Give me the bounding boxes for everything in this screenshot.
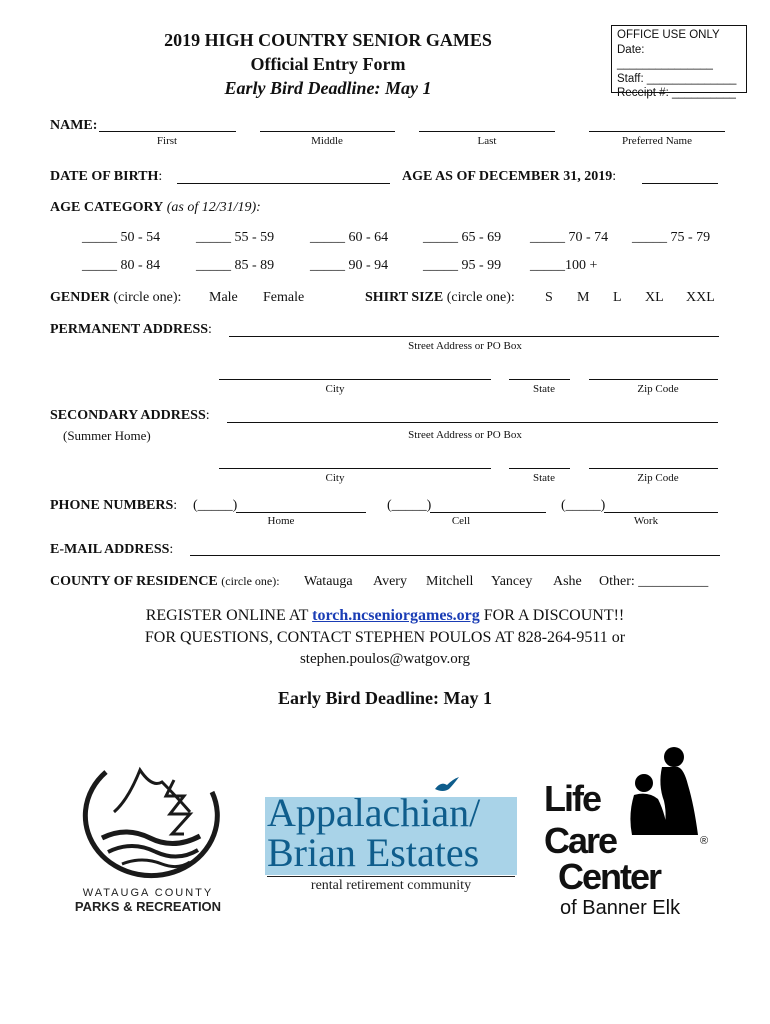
register-post: FOR A DISCOUNT!! [479,607,625,624]
phone-colon: : [173,498,178,513]
age-row [402,169,616,185]
age-category-label: AGE CATEGORY [50,200,164,215]
secondary-row [50,408,210,424]
age-field[interactable] [642,183,718,184]
permanent-zip-caption: Zip Code [637,383,679,395]
preferred-name-field[interactable] [589,131,725,132]
age-category-row [50,200,261,216]
shirt-note: (circle one): [446,290,515,305]
age-option[interactable]: _____ 50 - 54 [82,230,161,245]
age-option[interactable]: _____ 55 - 59 [196,230,275,245]
gender-option-male[interactable]: Male [209,290,238,305]
lifecare-logo [540,745,715,921]
contact-email[interactable]: stephen.poulos@watgov.org [299,651,471,667]
last-caption: Last [477,135,497,147]
age-option[interactable]: _____ 95 - 99 [423,258,502,273]
county-option-avery[interactable]: Avery [373,574,407,589]
permanent-street-caption: Street Address or PO Box [408,340,522,352]
shirt-option-m[interactable]: M [577,290,590,305]
secondary-zip-field[interactable] [589,468,718,469]
appalachian-tagline: rental retirement community [310,878,472,893]
office-receipt: Receipt #: __________ [617,87,736,99]
last-name-field[interactable] [419,131,555,132]
county-option-mitchell[interactable]: Mitchell [426,574,474,589]
lifecare-line3: Center [558,856,661,897]
shirt-option-l[interactable]: L [613,290,622,305]
footer-deadline: Early Bird Deadline: May 1 [278,688,492,708]
home-phone-field[interactable] [236,512,366,513]
permanent-city-caption: City [325,383,345,395]
watauga-logo [66,752,230,918]
form-title: 2019 HIGH COUNTRY SENIOR GAMES [164,30,492,50]
shirt-option-xl[interactable]: XL [645,290,664,305]
office-heading: OFFICE USE ONLY [617,29,720,41]
gender-option-female[interactable]: Female [263,290,305,305]
age-colon: : [612,169,617,184]
secondary-city-field[interactable] [219,468,491,469]
permanent-state-field[interactable] [509,379,570,380]
age-option[interactable]: _____ 80 - 84 [82,258,161,273]
phone-label: PHONE NUMBERS [50,498,174,513]
age-option[interactable]: _____ 60 - 64 [310,230,389,245]
shirt-option-xxl[interactable]: XXL [686,290,715,305]
secondary-zip-caption: Zip Code [637,472,679,484]
age-option[interactable]: _____ 85 - 89 [196,258,275,273]
email-row [50,542,173,558]
form-subtitle: Official Entry Form [250,54,406,74]
cell-area-code[interactable]: (_____) [387,498,432,513]
phone-row [50,498,177,514]
secondary-city-caption: City [325,472,345,484]
secondary-note: (Summer Home) [63,428,151,443]
permanent-street-field[interactable] [229,336,719,337]
secondary-colon: : [205,408,210,423]
office-use-box [611,25,747,99]
caregiver-silhouette-icon [628,745,698,835]
county-note: (circle one): [221,574,280,588]
county-label: COUNTY OF RESIDENCE [50,574,218,589]
secondary-state-field[interactable] [509,468,570,469]
secondary-label: SECONDARY ADDRESS [50,408,206,423]
gender-row [50,290,181,306]
shirt-row [365,290,515,306]
shirt-option-s[interactable]: S [545,290,553,305]
home-area-code[interactable]: (_____) [193,498,238,513]
email-label: E-MAIL ADDRESS [50,542,170,557]
register-line [0,605,770,627]
dob-label: DATE OF BIRTH [50,169,159,184]
first-name-field[interactable] [99,131,236,132]
secondary-state-caption: State [533,472,555,484]
dob-field[interactable] [177,183,390,184]
register-pre: REGISTER ONLINE AT [145,607,313,624]
permanent-zip-field[interactable] [589,379,718,380]
register-link[interactable]: torch.ncseniorgames.org [312,607,480,624]
work-caption: Work [633,515,659,527]
shirt-label: SHIRT SIZE [365,290,444,305]
permanent-colon: : [208,322,212,337]
gender-note: (circle one): [113,290,182,305]
permanent-label: PERMANENT ADDRESS [50,322,209,337]
county-option-watauga[interactable]: Watauga [304,574,353,589]
lifecare-line2: Care [544,820,617,861]
preferred-caption: Preferred Name [622,135,692,147]
work-area-code[interactable]: (_____) [561,498,606,513]
header-deadline: Early Bird Deadline: May 1 [224,78,432,98]
questions-line: FOR QUESTIONS, CONTACT STEPHEN POULOS AT 828-264-9511 or [144,629,626,646]
permanent-city-field[interactable] [219,379,491,380]
watauga-emblem-icon [66,752,230,882]
cell-caption: Cell [451,515,471,527]
secondary-street-field[interactable] [227,422,718,423]
office-date: Date: _______________ [617,43,713,70]
age-option[interactable]: _____ 70 - 74 [530,230,609,245]
lifecare-line1: Life [544,778,601,819]
age-option[interactable]: _____ 75 - 79 [632,230,711,245]
gender-label: GENDER [50,290,110,305]
middle-caption: Middle [311,135,343,147]
county-other[interactable]: Other: __________ [599,574,709,589]
appalachian-line1: Appalachian/ [267,790,481,835]
work-phone-field[interactable] [604,512,718,513]
email-colon: : [169,542,174,557]
office-staff: Staff: ______________ [617,72,737,85]
age-option[interactable]: _____100 + [530,258,598,273]
permanent-row [50,322,212,338]
age-category-note: (as of 12/31/19): [166,200,261,215]
age-option[interactable]: _____ 90 - 94 [310,258,389,273]
permanent-state-caption: State [533,383,555,395]
watauga-line1: WATAUGA COUNTY [82,887,214,899]
appalachian-logo [265,775,517,900]
dob-colon: : [158,169,163,184]
cell-phone-field[interactable] [430,512,546,513]
secondary-street-caption: Street Address or PO Box [408,429,522,441]
first-caption: First [156,135,178,147]
email-field[interactable] [190,555,720,556]
name-label: NAME: [50,118,98,133]
lifecare-mark: ® [700,835,709,847]
age-option[interactable]: _____ 65 - 69 [423,230,502,245]
county-option-ashe[interactable]: Ashe [553,574,582,589]
lifecare-line4: of Banner Elk [560,897,681,919]
age-label: AGE AS OF DECEMBER 31, 2019 [402,169,613,184]
home-caption: Home [267,515,295,527]
appalachian-line2: Brian Estates [267,830,480,875]
watauga-line2: PARKS & RECREATION [74,899,222,914]
middle-name-field[interactable] [260,131,395,132]
county-row [50,574,280,590]
appalachian-rule [267,876,515,877]
county-option-yancey[interactable]: Yancey [491,574,533,589]
dob-row [50,169,162,185]
